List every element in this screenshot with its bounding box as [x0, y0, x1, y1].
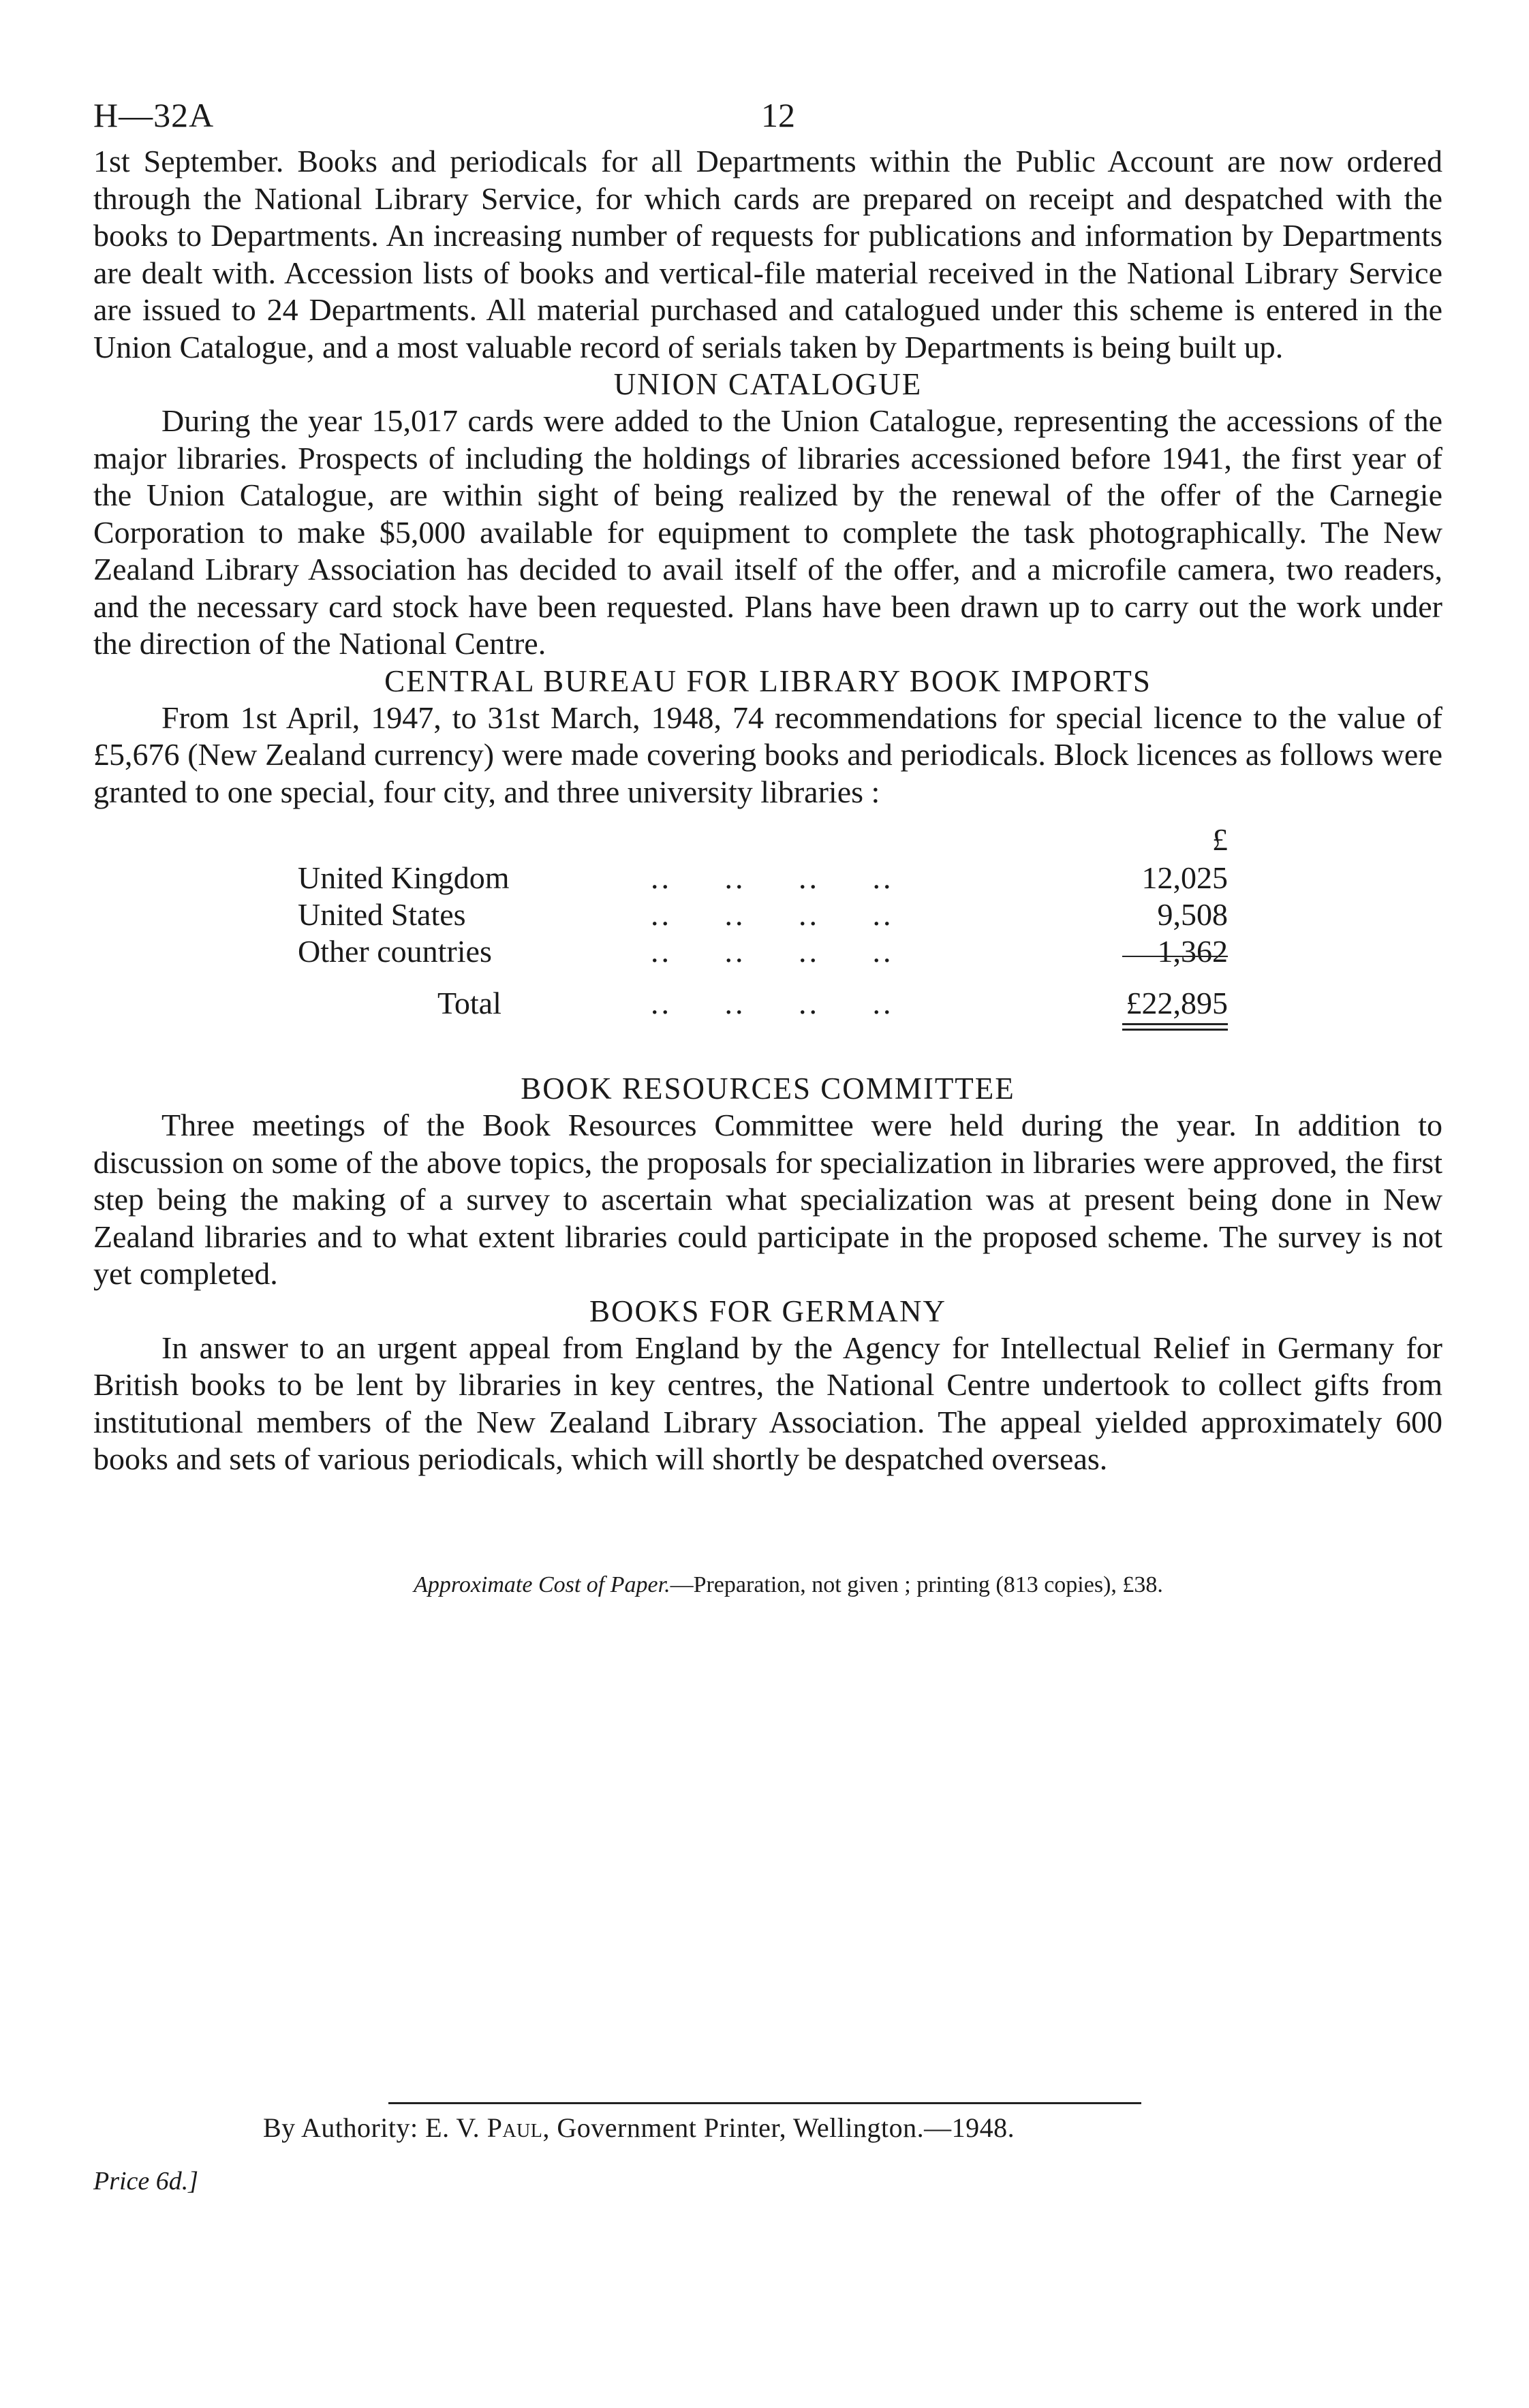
subtotal-rule [1122, 956, 1228, 957]
page-number: 12 [761, 96, 795, 134]
book-resources-paragraph: Three meetings of the Book Resources Committee were held during the year. In addition to discussion on some of the above topics, the proposals for specialization in libraries were approved, the first step being the making of a survey to ascertain what specialization was at present being done in New Zealand libraries and to what extent libraries could participate in the proposed scheme. The survey is not yet completed. [93, 1108, 1442, 1291]
footer-rule [388, 2102, 1141, 2104]
total-label: Total [437, 986, 501, 1020]
row-label: United States [298, 897, 466, 932]
books-for-germany-paragraph: In answer to an urgent appeal from England by the Agency for Intellectual Relief in Germany for British books to be lent by libraries in key centres, the National Centre undertook to collect gifts from institutional members of the New Zealand Library Association. The appeal yielded approximately 600 books and sets of various periodicals, which will shortly be despatched overseas. [93, 1330, 1442, 1476]
total-double-rule [1122, 1023, 1228, 1025]
row-label: Other countries [298, 934, 492, 969]
leader-dots: .. .. .. .. [651, 934, 894, 969]
document-code: H—32A [93, 96, 215, 134]
cost-text: —Preparation, not given ; printing (813 copies), £38. [670, 1572, 1163, 1597]
total-double-rule [1122, 1029, 1228, 1031]
leader-dots: .. .. .. .. [651, 860, 894, 895]
document-page [93, 89, 1442, 1598]
printer-imprint [263, 2112, 1015, 2144]
printer-name: Paul [486, 2112, 543, 2143]
table-row [93, 933, 1442, 971]
cost-of-paper-note [93, 1572, 1442, 1598]
page-header [93, 89, 1442, 143]
total-amount: £22,895 [1126, 986, 1228, 1020]
leader-dots: .. .. .. .. [651, 897, 894, 932]
row-label: United Kingdom [298, 860, 510, 895]
cost-label: Approximate Cost of Paper. [414, 1572, 670, 1597]
union-catalogue-heading: UNION CATALOGUE [613, 367, 923, 401]
table-row [93, 896, 1442, 935]
authority-suffix: , Government Printer, Wellington.—1948. [542, 2112, 1015, 2143]
currency-unit: £ [1212, 822, 1228, 857]
leader-dots: .. .. .. .. [651, 986, 894, 1020]
book-resources-heading: BOOK RESOURCES COMMITTEE [521, 1072, 1015, 1106]
row-amount: 12,025 [1141, 860, 1228, 895]
central-bureau-heading: CENTRAL BUREAU FOR LIBRARY BOOK IMPORTS [384, 663, 1152, 698]
licence-table [93, 822, 1442, 1070]
union-catalogue-paragraph: During the year 15,017 cards were added to the Union Catalogue, representing the accessions of the major libraries. Prospects of including the holdings of libraries accessioned before 1941, the first year of the Union Catalogue, are within sight of being realized by the renewal of the offer of the Carnegie Corporation to make $5,000 available for equipment to complete the task photographically. The New Zealand Library Association has decided to avail itself of the offer, and a microfile camera, two readers, and the necessary card stock have been requested. Plans have been drawn up to carry out the work under the direction of the National Centre. [93, 403, 1442, 661]
authority-prefix: By Authority: E. V. [263, 2112, 480, 2143]
intro-paragraph: 1st September. Books and periodicals for all Departments within the Public Account are now ordered through the National Library Service, for which cards are prepared on receipt and despatched with the books to Departments. An increasing number of requests for publications and information by Departments are dealt with. Accession lists of books and vertical-file material received in the National Library Service are issued to 24 Departments. All material purchased and catalogued under this scheme is entered in the Union Catalogue, and a most valuable record of serials taken by Departments is being built up. [93, 144, 1442, 364]
row-amount: 1,362 [1157, 934, 1228, 969]
table-row [93, 860, 1442, 898]
total-row [93, 985, 1442, 1023]
books-for-germany-heading: BOOKS FOR GERMANY [589, 1294, 947, 1328]
price: Price 6d.] [93, 2167, 199, 2195]
central-bureau-paragraph: From 1st April, 1947, to 31st March, 1948, 74 recommendations for special licence to the value of £5,676 (New Zealand currency) were made covering books and periodicals. Block licences as follows were granted to one special, four city, and three university libraries : [93, 700, 1442, 809]
row-amount: 9,508 [1157, 897, 1228, 932]
